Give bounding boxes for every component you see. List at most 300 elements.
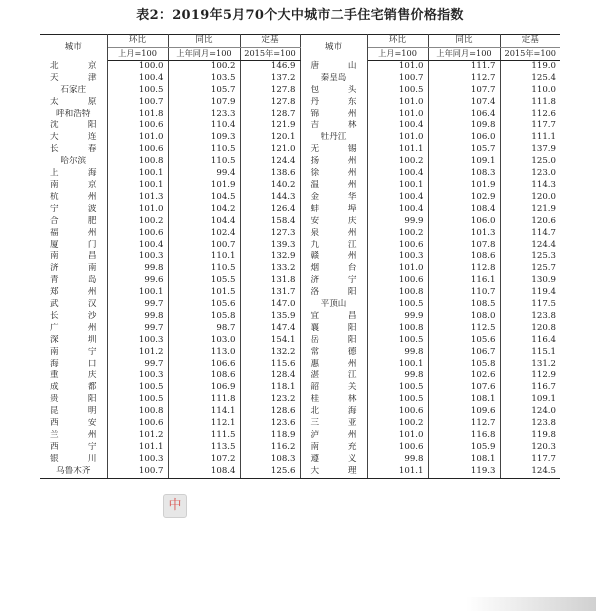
- yoy-value: 108.0: [428, 311, 500, 323]
- base-value: 125.7: [500, 263, 560, 275]
- table-row: [40, 466, 560, 478]
- city-name: 太原: [50, 96, 97, 107]
- city-name: 武汉: [50, 299, 97, 310]
- mom-value: 101.2: [107, 430, 168, 442]
- city-name: 乌鲁木齐: [40, 466, 107, 478]
- table-row: [40, 192, 560, 204]
- city-name: 扬州: [300, 156, 367, 168]
- city-name: 成都: [50, 382, 97, 393]
- base-value: 115.1: [500, 347, 560, 359]
- mom-value: 100.8: [367, 323, 428, 335]
- base-value: 126.4: [240, 204, 300, 216]
- yoy-value: 108.1: [428, 454, 500, 466]
- yoy-value: 119.3: [428, 466, 500, 478]
- city-name: 吉林: [300, 120, 367, 132]
- mom-value: 100.3: [107, 370, 168, 382]
- yoy-value: 100.7: [168, 240, 240, 252]
- mom-value: 101.0: [367, 263, 428, 275]
- base-value: 120.3: [500, 442, 560, 454]
- mom-value: 100.8: [107, 406, 168, 418]
- table-row: [40, 97, 560, 109]
- base-value: 154.1: [240, 335, 300, 347]
- mom-value: 101.0: [107, 132, 168, 144]
- base-value: 123.0: [500, 168, 560, 180]
- mom-value: 101.0: [367, 430, 428, 442]
- table-row: [40, 335, 560, 347]
- city-name: 杭州: [50, 191, 97, 202]
- mom-value: 101.8: [107, 109, 168, 121]
- watermark-logo: [466, 597, 596, 611]
- city-name: 上海: [50, 168, 97, 179]
- yoy-value: 111.5: [168, 430, 240, 442]
- city-name: 岳阳: [300, 335, 367, 347]
- table-row: [40, 406, 560, 418]
- city-name: 昆明: [50, 406, 97, 417]
- city-name: 宁波: [50, 203, 97, 214]
- yoy-value: 105.9: [428, 442, 500, 454]
- mom-header: 环比: [367, 35, 428, 48]
- yoy-value: 106.4: [428, 109, 500, 121]
- mom-value: 100.5: [367, 335, 428, 347]
- yoy-value: 110.7: [428, 287, 500, 299]
- base-value: 127.8: [240, 97, 300, 109]
- city-name: 襄阳: [300, 323, 367, 335]
- city-name: 长春: [50, 144, 97, 155]
- mom-value: 100.3: [107, 454, 168, 466]
- city-name: 唐山: [300, 60, 367, 72]
- mom-value: 100.5: [107, 382, 168, 394]
- mom-value: 100.4: [367, 192, 428, 204]
- yoy-value: 112.7: [428, 73, 500, 85]
- yoy-value: 109.3: [168, 132, 240, 144]
- city-name: 锦州: [300, 109, 367, 121]
- base-value: 114.7: [500, 228, 560, 240]
- yoy-value: 104.5: [168, 192, 240, 204]
- base-value: 124.5: [500, 466, 560, 478]
- watermark-badge: 中: [163, 494, 187, 518]
- base-value: 125.6: [240, 466, 300, 478]
- table-row: [40, 359, 560, 371]
- city-name: 宜昌: [300, 311, 367, 323]
- yoy-value: 107.6: [428, 382, 500, 394]
- city-name: 遵义: [300, 454, 367, 466]
- city-name: 湛江: [300, 370, 367, 382]
- yoy-value: 108.4: [168, 466, 240, 478]
- yoy-subheader: 上年同月=100: [168, 48, 240, 61]
- mom-subheader: 上月=100: [107, 48, 168, 61]
- table-row: [40, 263, 560, 275]
- base-value: 128.7: [240, 109, 300, 121]
- city-name: 青岛: [50, 275, 97, 286]
- base-value: 124.4: [500, 240, 560, 252]
- mom-value: 100.1: [107, 168, 168, 180]
- base-value: 123.8: [500, 311, 560, 323]
- city-name: 厦门: [50, 239, 97, 250]
- mom-value: 100.5: [107, 394, 168, 406]
- yoy-value: 108.4: [428, 204, 500, 216]
- base-subheader: 2015年=100: [240, 48, 300, 61]
- table-title: 表2：2019年5月70个大中城市二手住宅销售价格指数: [136, 8, 464, 23]
- city-name: 秦皇岛: [300, 73, 367, 85]
- mom-value: 101.0: [107, 204, 168, 216]
- base-value: 125.0: [500, 156, 560, 168]
- mom-value: 100.7: [107, 466, 168, 478]
- city-name: 济南: [50, 263, 97, 274]
- city-name: 兰州: [50, 430, 97, 440]
- mom-value: 100.8: [367, 287, 428, 299]
- base-value: 127.8: [240, 85, 300, 97]
- mom-value: 101.1: [107, 442, 168, 454]
- mom-value: 100.2: [107, 216, 168, 228]
- yoy-value: 116.8: [428, 430, 500, 442]
- base-value: 158.4: [240, 216, 300, 228]
- table-row: [40, 454, 560, 466]
- city-name: 南京: [50, 179, 97, 190]
- base-value: 114.3: [500, 180, 560, 192]
- mom-value: 100.6: [367, 442, 428, 454]
- base-value: 120.6: [500, 216, 560, 228]
- city-name: 包头: [300, 85, 367, 97]
- yoy-value: 113.5: [168, 442, 240, 454]
- city-name: 泉州: [300, 228, 367, 240]
- yoy-value: 108.5: [428, 299, 500, 311]
- city-name: 沈阳: [50, 120, 97, 131]
- base-value: 119.4: [500, 287, 560, 299]
- mom-value: 100.4: [367, 204, 428, 216]
- base-value: 146.9: [240, 60, 300, 72]
- city-name: 长沙: [50, 310, 97, 321]
- yoy-value: 102.6: [428, 370, 500, 382]
- yoy-value: 107.9: [168, 97, 240, 109]
- city-name: 徐州: [300, 168, 367, 180]
- base-value: 121.0: [240, 144, 300, 156]
- yoy-value: 114.1: [168, 406, 240, 418]
- yoy-header: 同比: [168, 35, 240, 48]
- base-value: 116.7: [500, 382, 560, 394]
- mom-value: 100.2: [367, 418, 428, 430]
- mom-value: 100.0: [107, 60, 168, 72]
- yoy-value: 107.7: [428, 85, 500, 97]
- table-row: [40, 418, 560, 430]
- yoy-value: 104.4: [168, 216, 240, 228]
- base-value: 124.0: [500, 406, 560, 418]
- yoy-value: 112.7: [428, 418, 500, 430]
- table-row: [40, 228, 560, 240]
- city-name: 常德: [300, 347, 367, 359]
- yoy-value: 105.5: [168, 275, 240, 287]
- yoy-value: 108.3: [428, 168, 500, 180]
- city-name: 呼和浩特: [56, 108, 91, 119]
- table-row: [40, 430, 560, 442]
- mom-value: 100.6: [367, 406, 428, 418]
- mom-value: 100.4: [367, 168, 428, 180]
- base-value: 116.2: [240, 442, 300, 454]
- base-value: 125.3: [500, 251, 560, 263]
- table-row: [40, 120, 560, 132]
- mom-value: 100.6: [107, 228, 168, 240]
- yoy-value: 105.7: [428, 144, 500, 156]
- table-row: [40, 287, 560, 299]
- base-value: 137.9: [500, 144, 560, 156]
- base-value: 117.7: [500, 120, 560, 132]
- table-row: [40, 144, 560, 156]
- table-row: [40, 168, 560, 180]
- yoy-value: 109.6: [428, 406, 500, 418]
- table-row: [40, 394, 560, 406]
- mom-value: 99.8: [107, 263, 168, 275]
- mom-value: 100.2: [367, 156, 428, 168]
- mom-subheader: 上月=100: [367, 48, 428, 61]
- mom-value: 100.1: [107, 180, 168, 192]
- base-value: 131.2: [500, 359, 560, 371]
- yoy-value: 108.1: [428, 394, 500, 406]
- mom-value: 99.8: [107, 311, 168, 323]
- base-value: 123.2: [240, 394, 300, 406]
- city-name: 安庆: [300, 216, 367, 228]
- yoy-value: 112.8: [428, 263, 500, 275]
- base-value: 110.0: [500, 85, 560, 97]
- table-row: [40, 240, 560, 252]
- table-row: [40, 109, 560, 121]
- mom-value: 100.8: [107, 156, 168, 168]
- mom-value: 99.9: [367, 216, 428, 228]
- base-value: 127.3: [240, 228, 300, 240]
- mom-value: 100.6: [107, 418, 168, 430]
- mom-value: 99.6: [107, 275, 168, 287]
- yoy-value: 106.7: [428, 347, 500, 359]
- mom-value: 100.4: [367, 120, 428, 132]
- base-value: 120.0: [500, 192, 560, 204]
- mom-value: 101.1: [367, 466, 428, 478]
- base-value: 132.2: [240, 347, 300, 359]
- table-row: [40, 370, 560, 382]
- mom-value: 99.8: [367, 454, 428, 466]
- mom-value: 100.7: [107, 97, 168, 109]
- base-value: 125.4: [500, 73, 560, 85]
- base-value: 118.9: [240, 430, 300, 442]
- table-row: [40, 85, 560, 97]
- base-value: 147.0: [240, 299, 300, 311]
- table-row: [40, 347, 560, 359]
- city-name: 济宁: [300, 275, 367, 287]
- yoy-value: 105.6: [428, 335, 500, 347]
- table-row: [40, 132, 560, 144]
- yoy-header: 同比: [428, 35, 500, 48]
- yoy-value: 107.8: [428, 240, 500, 252]
- yoy-value: 105.8: [168, 311, 240, 323]
- yoy-value: 104.2: [168, 204, 240, 216]
- base-subheader: 2015年=100: [500, 48, 560, 61]
- base-value: 123.6: [240, 418, 300, 430]
- city-name: 合肥: [50, 215, 97, 226]
- table-row: [40, 216, 560, 228]
- city-name: 哈尔滨: [60, 156, 87, 167]
- mom-value: 99.8: [367, 347, 428, 359]
- mom-value: 101.0: [367, 109, 428, 121]
- city-name: 贵阳: [50, 394, 97, 405]
- yoy-value: 105.7: [168, 85, 240, 97]
- city-name: 烟台: [300, 263, 367, 275]
- mom-value: 100.3: [367, 251, 428, 263]
- city-name: 九江: [300, 240, 367, 252]
- base-value: 115.6: [240, 359, 300, 371]
- mom-value: 101.0: [367, 132, 428, 144]
- table-row: [40, 299, 560, 311]
- yoy-value: 101.9: [428, 180, 500, 192]
- city-name: 南充: [300, 442, 367, 454]
- city-name: 无锡: [300, 144, 367, 156]
- city-name: 南昌: [50, 251, 97, 262]
- base-value: 131.8: [240, 275, 300, 287]
- table-row: [40, 156, 560, 168]
- city-name: 福州: [50, 227, 97, 238]
- table-row: [40, 60, 560, 72]
- yoy-value: 109.1: [428, 156, 500, 168]
- mom-value: 100.7: [367, 73, 428, 85]
- city-name: 西宁: [50, 441, 97, 452]
- yoy-value: 107.4: [428, 97, 500, 109]
- table-row: [40, 311, 560, 323]
- table-row: [40, 180, 560, 192]
- table-row: [40, 382, 560, 394]
- city-name: 大理: [300, 466, 367, 478]
- base-header: 定基: [240, 35, 300, 48]
- base-value: 109.1: [500, 394, 560, 406]
- base-value: 144.3: [240, 192, 300, 204]
- city-name: 三亚: [300, 418, 367, 430]
- yoy-value: 110.5: [168, 144, 240, 156]
- city-name: 郑州: [50, 287, 97, 298]
- yoy-value: 105.8: [428, 359, 500, 371]
- mom-value: 99.7: [107, 323, 168, 335]
- base-value: 121.9: [500, 204, 560, 216]
- base-value: 138.6: [240, 168, 300, 180]
- city-name: 赣州: [300, 251, 367, 263]
- mom-value: 101.1: [367, 144, 428, 156]
- city-name: 蚌埠: [300, 204, 367, 216]
- yoy-value: 103.0: [168, 335, 240, 347]
- yoy-value: 102.9: [428, 192, 500, 204]
- table-body: [40, 60, 560, 478]
- city-name: 韶关: [300, 382, 367, 394]
- table-row: [40, 251, 560, 263]
- yoy-value: 112.1: [168, 418, 240, 430]
- city-name: 深圳: [50, 334, 97, 345]
- city-header: 城市: [40, 35, 107, 61]
- city-name: 重庆: [50, 370, 97, 381]
- yoy-value: 107.2: [168, 454, 240, 466]
- yoy-value: 102.4: [168, 228, 240, 240]
- yoy-value: 106.9: [168, 382, 240, 394]
- city-name: 牡丹江: [300, 132, 367, 144]
- base-header: 定基: [500, 35, 560, 48]
- table-row: [40, 442, 560, 454]
- base-value: 139.3: [240, 240, 300, 252]
- base-value: 137.2: [240, 73, 300, 85]
- base-value: 112.6: [500, 109, 560, 121]
- base-value: 119.0: [500, 60, 560, 72]
- city-name: 泸州: [300, 430, 367, 442]
- yoy-value: 100.2: [168, 60, 240, 72]
- yoy-value: 110.4: [168, 120, 240, 132]
- mom-value: 99.9: [367, 311, 428, 323]
- table-row: [40, 275, 560, 287]
- base-value: 119.8: [500, 430, 560, 442]
- mom-value: 100.5: [367, 382, 428, 394]
- base-value: 147.4: [240, 323, 300, 335]
- base-value: 124.4: [240, 156, 300, 168]
- mom-value: 101.0: [367, 60, 428, 72]
- table-row: [40, 323, 560, 335]
- yoy-value: 101.5: [168, 287, 240, 299]
- city-name: 平顶山: [300, 299, 367, 311]
- mom-value: 100.4: [107, 240, 168, 252]
- yoy-value: 116.1: [428, 275, 500, 287]
- city-name: 南宁: [50, 346, 97, 357]
- yoy-value: 108.6: [428, 251, 500, 263]
- yoy-value: 106.0: [428, 132, 500, 144]
- city-name: 温州: [300, 180, 367, 192]
- yoy-value: 106.6: [168, 359, 240, 371]
- mom-value: 100.1: [107, 287, 168, 299]
- yoy-value: 110.5: [168, 263, 240, 275]
- city-name: 天津: [50, 72, 97, 83]
- city-name: 北京: [50, 60, 97, 71]
- yoy-value: 111.8: [168, 394, 240, 406]
- mom-value: 100.5: [367, 394, 428, 406]
- yoy-value: 108.6: [168, 370, 240, 382]
- yoy-value: 105.6: [168, 299, 240, 311]
- mom-value: 100.6: [367, 240, 428, 252]
- yoy-value: 113.0: [168, 347, 240, 359]
- mom-value: 100.4: [107, 73, 168, 85]
- base-value: 133.2: [240, 263, 300, 275]
- city-name: 石家庄: [60, 84, 87, 95]
- yoy-value: 123.3: [168, 109, 240, 121]
- base-value: 118.1: [240, 382, 300, 394]
- price-index-table: [40, 34, 560, 479]
- base-value: 130.9: [500, 275, 560, 287]
- mom-value: 100.2: [367, 228, 428, 240]
- mom-header: 环比: [107, 35, 168, 48]
- yoy-value: 101.9: [168, 180, 240, 192]
- base-value: 140.2: [240, 180, 300, 192]
- city-name: 金华: [300, 192, 367, 204]
- base-value: 128.4: [240, 370, 300, 382]
- city-name: 丹东: [300, 97, 367, 109]
- mom-value: 99.7: [107, 299, 168, 311]
- mom-value: 101.2: [107, 347, 168, 359]
- base-value: 120.8: [500, 323, 560, 335]
- yoy-value: 101.3: [428, 228, 500, 240]
- yoy-value: 112.5: [428, 323, 500, 335]
- mom-value: 100.6: [107, 120, 168, 132]
- base-value: 135.9: [240, 311, 300, 323]
- mom-value: 99.7: [107, 359, 168, 371]
- mom-value: 100.6: [367, 275, 428, 287]
- yoy-value: 111.7: [428, 60, 500, 72]
- yoy-value: 110.5: [168, 156, 240, 168]
- city-name: 海口: [50, 358, 97, 369]
- city-name: 北海: [300, 406, 367, 418]
- base-value: 121.9: [240, 120, 300, 132]
- mom-value: 100.3: [107, 335, 168, 347]
- city-header: 城市: [300, 35, 367, 61]
- city-name: 洛阳: [300, 287, 367, 299]
- yoy-value: 106.0: [428, 216, 500, 228]
- yoy-value: 103.5: [168, 73, 240, 85]
- mom-value: 100.5: [367, 85, 428, 97]
